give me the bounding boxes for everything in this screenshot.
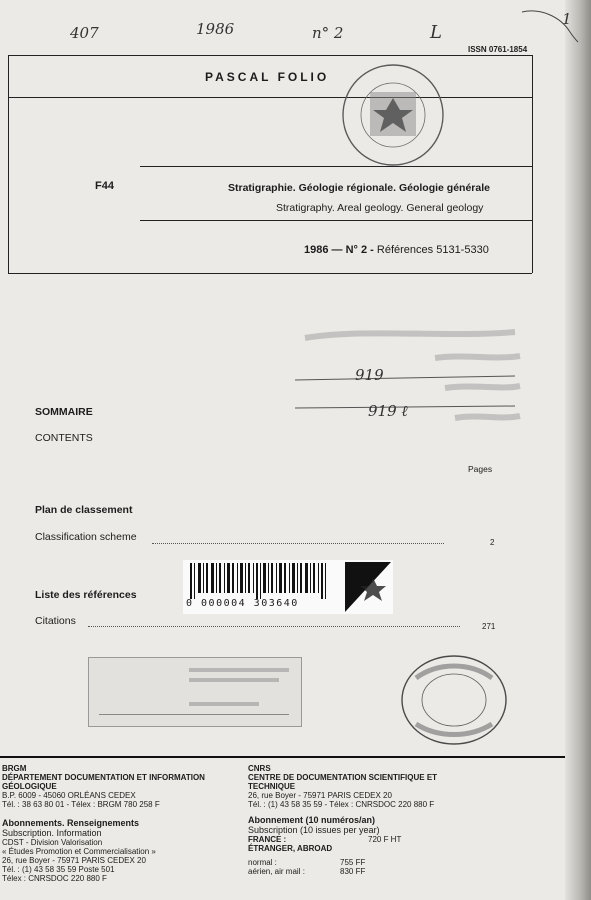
cnrs-logo-icon bbox=[345, 562, 391, 612]
frame-left-rule bbox=[8, 55, 9, 273]
issn: ISSN 0761-1854 bbox=[468, 45, 528, 54]
handwritten-code: 407 bbox=[70, 24, 99, 42]
price-value: 830 FF bbox=[340, 867, 366, 876]
footer-cnrs-line: 26, rue Boyer - 75971 PARIS CEDEX 20 bbox=[248, 791, 392, 800]
pages-label: Pages bbox=[468, 464, 493, 474]
price-row bbox=[248, 835, 468, 844]
footer-cdst-line: CDST - Division Valorisation bbox=[2, 838, 103, 847]
footer-subscription-title: Abonnement (10 numéros/an) bbox=[248, 815, 376, 825]
section-title-en: Stratigraphy. Areal geology. General geology bbox=[276, 202, 484, 214]
footer-cdst-line: Tél. : (1) 43 58 35 59 Poste 501 bbox=[2, 865, 115, 874]
contents-heading-fr: SOMMAIRE bbox=[35, 406, 93, 418]
price-row bbox=[248, 858, 468, 867]
oval-seal-stamp bbox=[398, 650, 510, 750]
price-label: aérien, air mail : bbox=[248, 867, 305, 876]
handwritten-mark: L bbox=[430, 22, 442, 43]
library-seal-stamp bbox=[338, 60, 448, 170]
footer-subscription-heading: Abonnements. Renseignements bbox=[2, 818, 140, 828]
footer-brgm-line: B.P. 6009 - 45060 ORLÉANS CEDEX bbox=[2, 791, 136, 800]
footer-brgm-block bbox=[2, 764, 242, 883]
frame-header-rule bbox=[8, 97, 532, 98]
footer-subscription-title-en: Subscription (10 issues per year) bbox=[248, 825, 380, 835]
frame-top-rule bbox=[8, 55, 532, 56]
header-title: PASCAL FOLIO bbox=[205, 70, 330, 84]
section-bottom-rule bbox=[140, 220, 532, 221]
toc-item-classification-page: 2 bbox=[490, 538, 495, 547]
price-row bbox=[248, 867, 468, 876]
handwritten-page: 1 bbox=[562, 10, 572, 28]
issue-line bbox=[304, 244, 489, 256]
price-value: 720 F HT bbox=[368, 835, 402, 844]
barcode-icon bbox=[190, 563, 340, 599]
footer-cnrs-dept: CENTRE DE DOCUMENTATION SCIENTIFIQUE ET TECHNIQUE bbox=[248, 773, 438, 791]
toc-item-references-page: 271 bbox=[482, 622, 496, 631]
price-label: FRANCE : bbox=[248, 835, 287, 844]
toc-leader-dots bbox=[88, 626, 460, 627]
frame-right-rule bbox=[532, 55, 533, 273]
price-label: normal : bbox=[248, 858, 277, 867]
toc-item-references-fr: Liste des références bbox=[35, 589, 137, 601]
footer-cnrs-line: Tél. : (1) 43 58 35 59 - Télex : CNRSDOC 220 880 F bbox=[248, 800, 435, 809]
footer-cdst-line: « Études Promotion et Commercialisation » bbox=[2, 847, 156, 856]
issue-year: 1986 bbox=[304, 244, 329, 256]
toc-item-classification-en: Classification scheme bbox=[35, 531, 137, 543]
footer-cnrs-block bbox=[248, 764, 468, 876]
handwritten-number: n° 2 bbox=[312, 24, 344, 42]
price-value: 755 FF bbox=[340, 858, 366, 867]
toc-item-classification-fr: Plan de classement bbox=[35, 504, 133, 516]
footer-rule bbox=[0, 756, 565, 758]
page-edge-shadow bbox=[565, 0, 591, 900]
footer-brgm-org: BRGM bbox=[2, 764, 27, 773]
handwritten-circle bbox=[520, 4, 580, 44]
toc-item-references-en: Citations bbox=[35, 615, 76, 627]
frame-bottom-rule bbox=[8, 273, 532, 274]
stamp-handwritten-2: 919 ℓ bbox=[368, 402, 408, 420]
section-title-fr: Stratigraphie. Géologie régionale. Géologie générale bbox=[228, 182, 490, 194]
stamp-handwritten-1: 919 bbox=[355, 366, 384, 384]
contents-heading-en: CONTENTS bbox=[35, 432, 93, 444]
footer-cnrs-org: CNRS bbox=[248, 764, 271, 773]
price-label: ÉTRANGER, ABROAD bbox=[248, 844, 333, 853]
footer-cdst-line: Télex : CNRSDOC 220 880 F bbox=[2, 874, 107, 883]
section-code: F44 bbox=[95, 180, 114, 192]
section-top-rule bbox=[140, 166, 532, 167]
footer-cdst-line: 26, rue Boyer - 75971 PARIS CEDEX 20 bbox=[2, 856, 146, 865]
toc-leader-dots bbox=[152, 543, 444, 544]
library-register-stamp bbox=[88, 657, 302, 727]
handwritten-year: 1986 bbox=[196, 20, 235, 38]
footer-subscription-heading-en: Subscription. Information bbox=[2, 828, 102, 838]
footer-brgm-line: Tél. : 38 63 80 01 - Télex : BRGM 780 258 F bbox=[2, 800, 160, 809]
footer-brgm-dept: DÉPARTEMENT DOCUMENTATION ET INFORMATION GÉOLOGIQUE bbox=[2, 773, 205, 791]
issue-references: Références 5131-5330 bbox=[376, 244, 489, 256]
barcode-number: 0 000004 303640 bbox=[186, 598, 299, 609]
issue-number: — N° 2 - bbox=[331, 244, 374, 256]
